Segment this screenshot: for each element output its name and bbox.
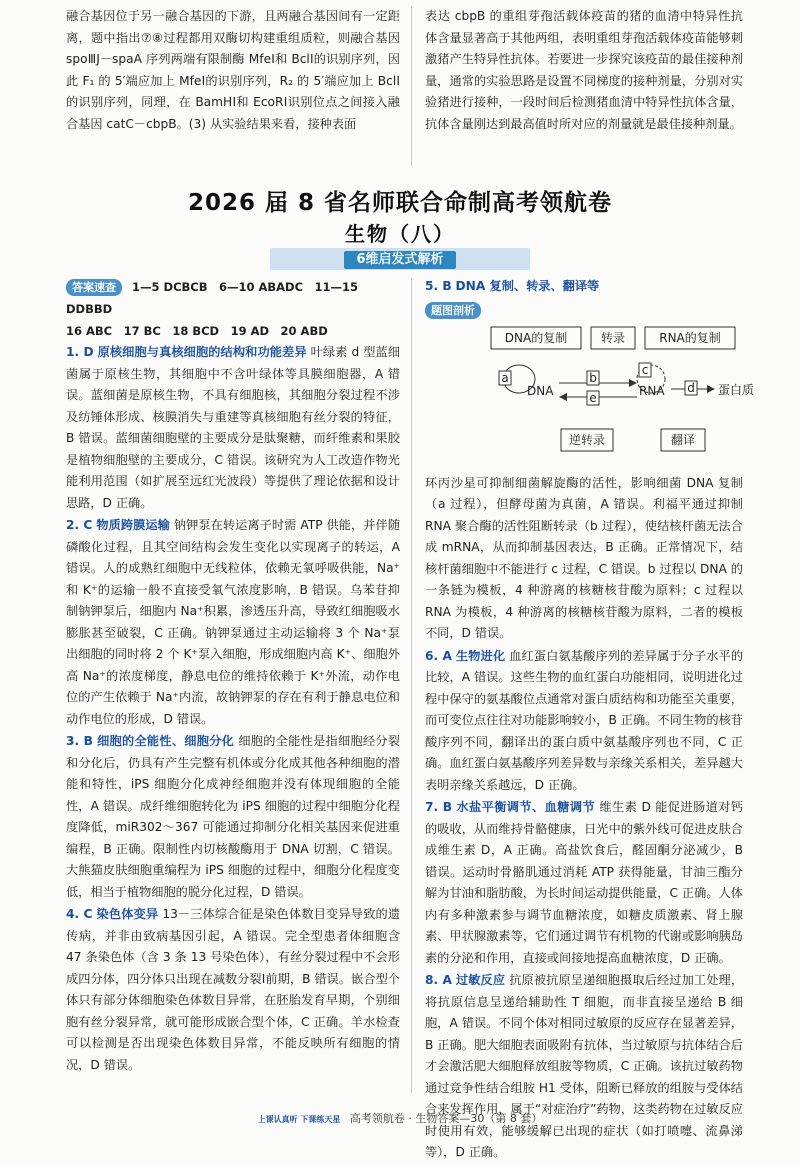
question-2-number: 2. C [66, 518, 93, 532]
question-2-text: 钠钾泵在转运离子时需 ATP 供能，并伴随磷酸化过程，且其空间结构会发生变化以实现离子的转运，A 错误。人的成熟红细胞中无线粒体，依赖无氧呼吸供能，Na⁺和 K⁺的运输一般不直接受氧气浓度影响，B 错误。乌苯苷抑制钠钾泵后，细胞内 Na⁺积累，渗透压升高，导致红细胞吸水膨胀甚至破裂，C 正确。钠钾泵通过主动运输将 3 个 Na⁺泵出细胞的同时将 2 个 K⁺泵入细胞，形成细胞内高 K⁺、细胞外高 Na⁺的浓度梯度，静息电位的维持依赖于 K⁺外流，动作电位的产生依赖于 Na⁺内流，故钠钾泵的存在有利于静息电位和动作电位的形成，D 错误。 [66, 518, 401, 726]
label-reverse-transcription: 逆转录 [568, 432, 606, 447]
analysis-banner-label: 6维启发式解析 [344, 251, 455, 269]
page-footer [0, 1110, 800, 1126]
question-6 [425, 646, 743, 797]
label-c: c [641, 362, 649, 377]
label-b: b [589, 370, 597, 385]
label-translation: 翻译 [670, 432, 696, 447]
analysis-banner [270, 248, 530, 270]
answer-key-line-1 [66, 276, 400, 320]
question-6-text: 血红蛋白氨基酸序列的差异属于分子水平的比较，A 错误。这些生物的血红蛋白功能相同，说明进化过程中保守的氨基酸位点通常对蛋白质结构和功能至关重要，而可变位点往往对功能影响较小，B 正确。不同生物的核苷酸序列不同，翻译出的蛋白质中氨基酸序列也不同，C 正确。血红蛋白氨基酸序列差异数与亲缘关系相关，差异越大表明亲缘关系越远，D 正确。 [425, 648, 744, 792]
label-dna-replication: DNA的复制 [504, 330, 568, 345]
page-subtitle: 生物（八） [345, 222, 455, 246]
answer-key-row-1: 1—5 DCBCB 6—10 ABADC 11—15 DDBBD [66, 280, 359, 316]
question-1 [66, 342, 400, 514]
question-3-topic: 细胞的全能性、细胞分化 [97, 734, 235, 748]
label-rna-replication: RNA的复制 [659, 330, 721, 345]
question-8 [425, 970, 743, 1164]
question-1-text: 叶绿素 d 型蓝细菌属于原核生物，其细胞中不含叶绿体等具膜细胞器，A 错误。蓝细菌是原核生物，不具有细胞核，其细胞分裂过程不涉及纺锤体形成、核膜消失与重建等真核细胞有丝分裂的特征，B 错误。蓝细菌细胞壁的主要成分是肽聚糖，而纤维素和果胶是植物细胞壁的主要成分，C 错误。该研究为人工改造作物光能利用范围（如扩展至远红光波段）等提供了理论依据和设计思路，D 正确。 [66, 345, 401, 510]
question-8-number: 8. A [425, 973, 452, 987]
question-7-topic: 水盐平衡调节、血糖调节 [456, 800, 596, 814]
question-7-text: 维生素 D 能促进肠道对钙的吸收，从而维持骨骼健康，日光中的紫外线可促进皮肤合成维生素 D，A 正确。高盐饮食后，醛固酮分泌减少，B 错误。运动时骨骼肌通过消耗 ATP 获得能量，甘油三酯分解为甘油和脂肪酸，为长时间运动提供能量，C 正确。人体内有多种激素参与调节血糖浓度，如糖皮质激素、肾上腺素、甲状腺激素等，它们通过调节有机物的代谢或影响胰岛素的分泌和作用，直接或间接地提高血糖浓度，D 正确。 [425, 800, 744, 965]
question-1-topic: 原核细胞与真核细胞的结构和功能差异 [97, 345, 307, 359]
central-dogma-diagram [461, 323, 761, 463]
column-divider-main [411, 278, 412, 1093]
label-a: a [501, 370, 509, 385]
diagram-analysis-tag: 题图剖析 [425, 302, 481, 319]
question-3 [66, 731, 400, 903]
question-8-topic: 过敏反应 [455, 973, 506, 987]
question-2 [66, 515, 400, 730]
label-d: d [687, 380, 695, 395]
top-right-column [425, 6, 743, 135]
arrowhead-d [707, 385, 715, 393]
question-5-number: 5. B [425, 279, 452, 293]
right-column [425, 276, 755, 1165]
question-2-topic: 物质跨膜运输 [96, 518, 170, 532]
answer-key-row-2: 16 ABC 17 BC 18 BCD 19 AD 20 ABD [66, 324, 328, 338]
footer-logo: 上课认真听 下课练天星 [257, 1114, 341, 1124]
column-divider-top [411, 6, 412, 166]
label-transcription: 转录 [600, 330, 626, 345]
question-5-text: 环丙沙星可抑制细菌解旋酶的活性，影响细菌 DNA 复制（a 过程），但酵母菌为真菌，A 错误。利福平通过抑制 RNA 聚合酶的活性阻断转录（b 过程），使结核杆菌无法合成 mRNA，从而抑制基因表达，B 正确。正常情况下，结核杆菌细胞中不能进行 c 过程，C 错误。b 过程以 DNA 的一条链为模板，4 种游离的核糖核苷酸为原料；c 过程以 RNA 为模板，4 种游离的核糖核苷酸为原料，二者的模板不同，D 错误。 [425, 475, 743, 640]
question-3-number: 3. B [66, 734, 93, 748]
question-4-text: 13－三体综合征是染色体数目变异导致的遗传病，并非由致病基因引起，A 错误。完全型患者体细胞含 47 条染色体（含 3 条 13 号染色体），有丝分裂过程中不会形成四分体，四分体只出现在减数分裂Ⅰ前期，B 错误。嵌合型个体只有部分体细胞染色体数目异常，在胚胎发育早期，个别细胞有丝分裂异常，就可能形成嵌合型个体，C 正确。羊水检查可以检测是否出现染色体数目异常，不能反映所有细胞的情况，D 错误。 [66, 907, 401, 1072]
question-4 [66, 904, 400, 1076]
label-rna: RNA [639, 383, 665, 398]
diagram-analysis-heading [425, 299, 743, 321]
question-6-number: 6. A [425, 648, 452, 663]
question-4-topic: 染色体变异 [96, 907, 159, 921]
question-7 [425, 797, 743, 969]
footer-text: 高考领航卷 · 生物答案—30（第 8 套） [349, 1112, 543, 1125]
answer-key-tag: 答案速查 [66, 279, 122, 296]
label-dna: DNA [527, 383, 554, 398]
arrowhead-b [629, 379, 637, 387]
top-left-text: 融合基因位于另一融合基因的下游，且两融合基因间有一定距离，题中指出⑦⑧过程都用双酶切构建重组质粒，则融合基因 spoⅢJ－spaA 序列两端有限制酶 MfeⅠ和 BclⅠ的识别序列，因此 F₁ 的 5′端应加上 MfeⅠ的识别序列，R₂ 的 5′端应加上 BclⅠ的识别序列，同理，在 BamHⅠ和 EcoRⅠ识别位点之间接入融合基因 catC－cbpB。(3) 从实验结果来看，接种表面 [66, 9, 400, 131]
question-8-text: 抗原被抗原呈递细胞摄取后经过加工处理，将抗原信息呈递给辅助性 T 细胞，而非直接呈递给 B 细胞，A 错误。不同个体对相同过敏原的反应存在显著差异，B 正确。肥大细胞表面吸附有抗体，当过敏原与抗体结合后才会激活肥大细胞释放组胺等物质，C 正确。该抗过敏药物通过竞争性结合组胺 H1 受体，阻断已释放的组胺与受体结合来发挥作用，属于“对症治疗”药物，这类药物在过敏反应时使用有效，能够缓解已出现的症状（如打喷嚏、流鼻涕等），D 正确。 [425, 973, 744, 1159]
question-4-number: 4. C [66, 907, 93, 921]
question-5 [425, 276, 743, 298]
question-6-topic: 生物进化 [455, 648, 506, 663]
label-protein: 蛋白质 [718, 382, 755, 397]
question-5-topic: DNA 复制、转录、翻译等 [455, 279, 600, 293]
label-e: e [589, 390, 597, 405]
question-3-text: 细胞的全能性是指细胞经分裂和分化后，仍具有产生完整有机体或分化成其他各种细胞的潜能和特性，iPS 细胞分化成神经细胞并没有体现细胞的全能性，A 错误。成纤维细胞转化为 iPS 细胞的过程中细胞分化程度降低，miR302～367 可能通过抑制分化相关基因来促进重编程，B 正确。限制性内切核酸酶用于 DNA 切割，C 错误。大熊猫皮肤细胞重编程为 iPS 细胞的过程中，细胞分化程度变低，相当于植物细胞的脱分化过程，D 错误。 [66, 734, 401, 899]
page-title: 2026 届 8 省名师联合命制高考领航卷 [187, 190, 613, 216]
question-1-number: 1. D [66, 345, 94, 359]
left-column [66, 276, 400, 1077]
arrowhead-e [559, 393, 567, 401]
top-right-text: 表达 cbpB 的重组芽孢活载体疫苗的猪的血清中特异性抗体含量显著高于其他两组，表明重组芽孢活载体疫苗能够刺激猪产生特异性抗体。若要进一步探究该疫苗的最佳接种剂量，通常的实验思路是设置不同梯度的接种剂量，分别对实验猪进行接种，一段时间后检测猪血清中特异性抗体含量，抗体含量刚达到最高值时所对应的剂量就是最佳接种剂量。 [425, 9, 743, 131]
top-left-column [66, 6, 400, 135]
question-7-number: 7. B [425, 800, 453, 814]
